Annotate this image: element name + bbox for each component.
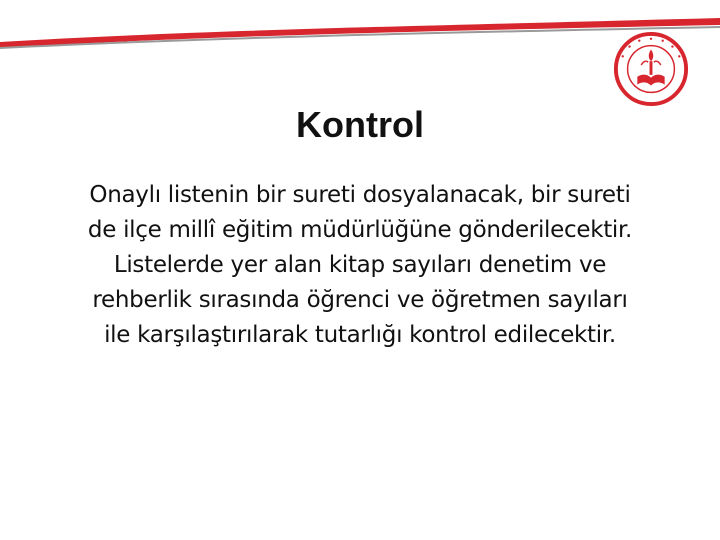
body-line: Listelerde yer alan kitap sayıları denetim ve xyxy=(113,252,607,278)
body-line: ile karşılaştırılarak tutarlığı kontrol edilecektir. xyxy=(104,322,616,348)
slide-title xyxy=(0,104,720,146)
body-line: Onaylı listenin bir sureti dosyalanacak, bir sureti xyxy=(89,182,631,208)
slide-body-text xyxy=(30,178,690,353)
ministry-seal-icon xyxy=(612,30,690,108)
slide-title-text: Kontrol xyxy=(296,104,424,145)
body-line: de ilçe millî eğitim müdürlüğüne gönderilecektir. xyxy=(87,217,633,243)
body-line: rehberlik sırasında öğrenci ve öğretmen sayıları xyxy=(92,287,628,313)
